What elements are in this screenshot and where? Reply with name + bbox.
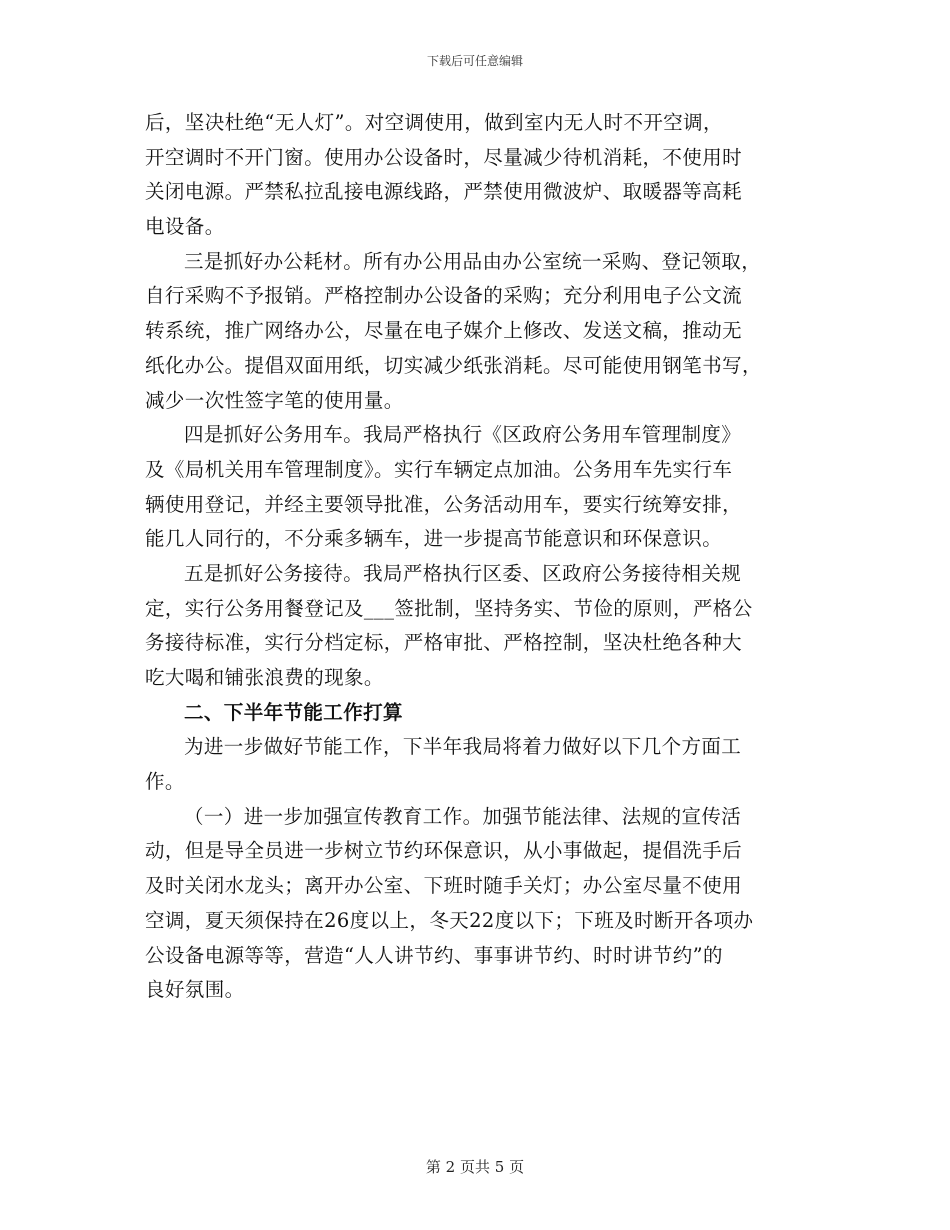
paragraph-line: 公设备电源等等，营造“人人讲节约、事事讲节约、时时讲节约”的	[145, 943, 723, 967]
paragraph-line: 关闭电源。严禁私拉乱接电源线路，严禁使用微波炉、取暖器等高耗	[145, 180, 743, 204]
paragraph-line: 后，坚决杜绝“无人灯”。对空调使用，做到室内无人时不开空调，	[145, 111, 723, 134]
paragraph-line: （一）进一步加强宣传教育工作。加强节能法律、法规的宣传活	[184, 804, 742, 828]
paragraph-line: 能几人同行的，不分乘多辆车，进一步提高节能意识和环保意识。	[145, 527, 723, 551]
paragraph-line: 减少一次性签字笔的使用量。	[145, 388, 404, 412]
document-body	[145, 108, 815, 1010]
paragraph-line: 动，但是导全员进一步树立节约环保意识，从小事做起，提倡洗手后	[145, 839, 743, 863]
section-heading: 二、下半年节能工作打算	[184, 700, 403, 724]
paragraph-line: 自行采购不予报销。严格控制办公设备的采购；充分利用电子公文流	[145, 284, 743, 308]
paragraph-line: 三是抓好办公耗材。所有办公用品由办公室统一采购、登记领取，	[184, 249, 762, 273]
paragraph-line: 及时关闭水龙头；离开办公室、下班时随手关灯；办公室尽量不使用	[145, 874, 743, 898]
paragraph-line: 作。	[145, 770, 185, 794]
paragraph-line: 电设备。	[145, 215, 225, 239]
paragraph-line: 吃大喝和铺张浪费的现象。	[145, 666, 384, 689]
paragraph-line: 辆使用登记，并经主要领导批准，公务活动用车，要实行统筹安排，	[145, 492, 743, 516]
page-header: 下载后可任意编辑	[426, 54, 523, 68]
paragraph-line: 纸化办公。提倡双面用纸，切实减少纸张消耗。尽可能使用钢笔书写，	[145, 353, 762, 377]
paragraph-line: 开空调时不开门窗。使用办公设备时，尽量减少待机消耗，不使用时	[145, 145, 743, 169]
page-number-footer: 第 2 页共 5 页	[425, 1158, 525, 1176]
paragraph-line: 五是抓好公务接待。我局严格执行区委、区政府公务接待相关规	[184, 561, 742, 585]
paragraph-line: 良好氛围。	[145, 978, 245, 1002]
paragraph-line: 及《局机关用车管理制度》。实行车辆定点加油。公务用车先实行车	[145, 457, 733, 481]
paragraph-line: 务接待标准，实行分档定标，严格审批、严格控制，坚决杜绝各种大	[145, 631, 743, 655]
paragraph-line: 定，实行公务用餐登记及___签批制，坚持务实、节俭的原则，严格公	[145, 596, 753, 620]
paragraph-line: 转系统，推广网络办公，尽量在电子媒介上修改、发送文稿，推动无	[145, 319, 743, 343]
paragraph-line: 空调，夏天须保持在26度以上，冬天22度以下；下班及时断开各项办	[145, 908, 754, 932]
paragraph-line: 四是抓好公务用车。我局严格执行《区政府公务用车管理制度》	[184, 423, 742, 447]
paragraph-line: 为进一步做好节能工作，下半年我局将着力做好以下几个方面工	[184, 735, 742, 759]
